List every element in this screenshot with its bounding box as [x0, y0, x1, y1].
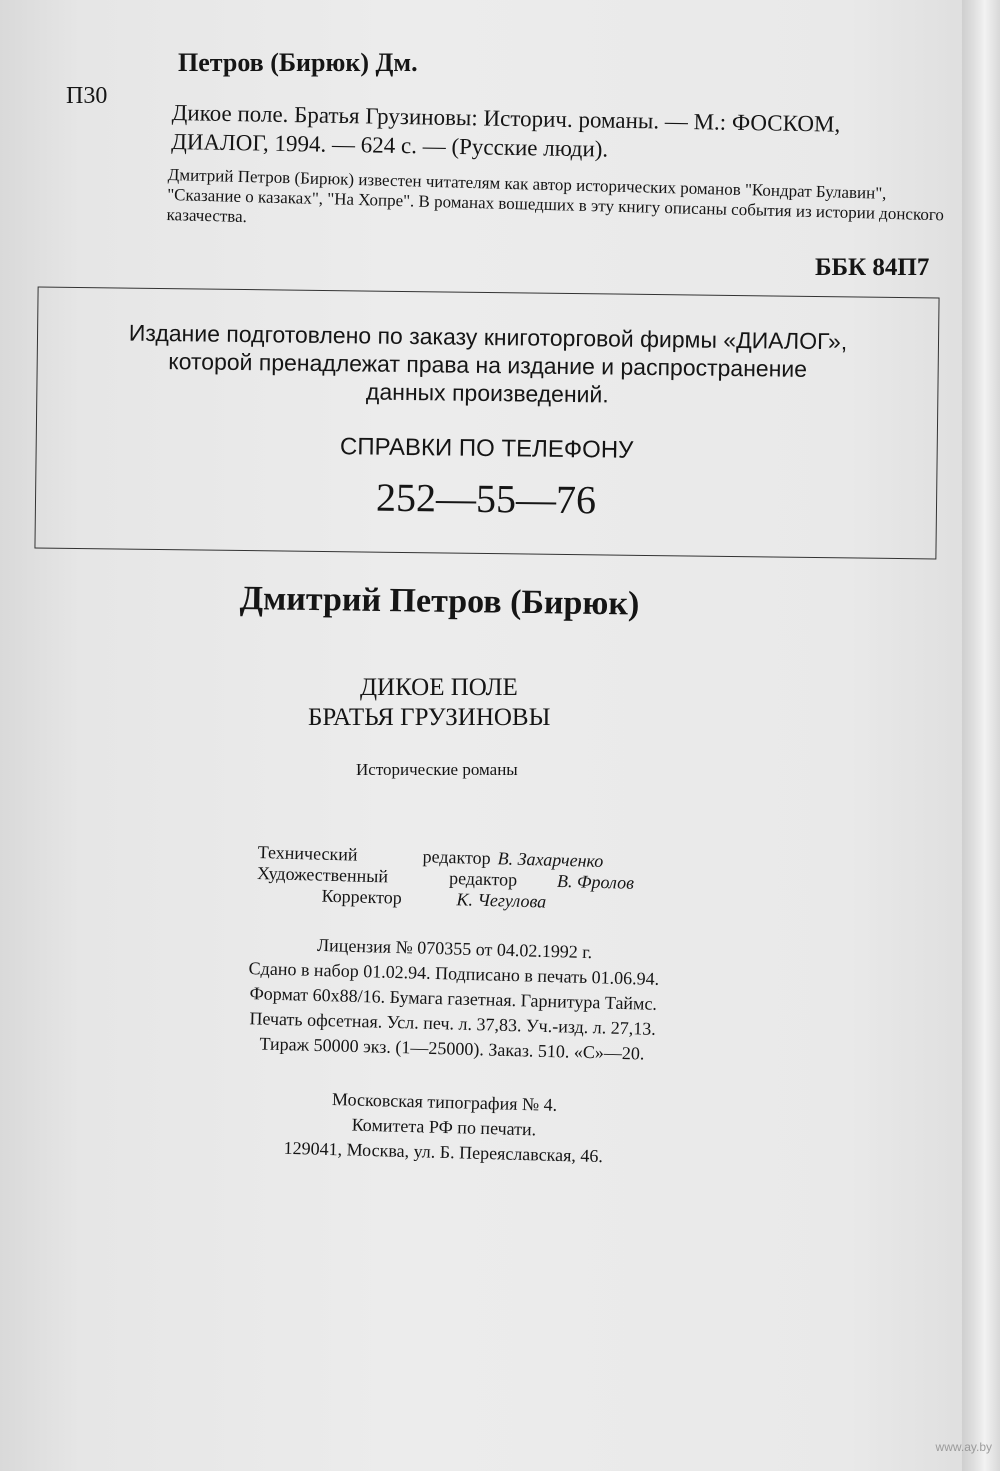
- notice-box: [34, 286, 939, 559]
- credit-name: В. Захарченко: [497, 848, 604, 872]
- printer-line: Московская типография № 4.: [331, 1089, 558, 1115]
- page-edge: [962, 0, 1000, 1471]
- book-title-1: ДИКОЕ ПОЛЕ: [360, 674, 518, 701]
- book-title-2: БРАТЬЯ ГРУЗИНОВЫ: [308, 704, 551, 731]
- credit-name: К. Чегулова: [456, 889, 547, 912]
- credit-role: Корректор: [321, 885, 403, 908]
- imprint: [202, 930, 705, 1068]
- phone-number: 252—55—76: [375, 474, 597, 523]
- bibliographic-record: [171, 98, 840, 168]
- imprint-line: Сдано в набор 01.02.94. Подписано в печать 01.06.94.: [248, 958, 660, 989]
- printer-info: [253, 1085, 635, 1170]
- author-name: Дмитрий Петров (Бирюк): [239, 580, 640, 623]
- notice-line: которой пренадлежат права на издание и распространение: [168, 348, 808, 382]
- bbk-code: ББК 84П7: [815, 254, 930, 281]
- genre: Исторические романы: [356, 760, 518, 779]
- imprint-line: Печать офсетная. Усл. печ. л. 37,83. Уч.-изд. л. 27,13.: [249, 1008, 657, 1039]
- imprint-line: Формат 60х88/16. Бумага газетная. Гарнитура Таймс.: [249, 983, 658, 1014]
- printer-line: 129041, Москва, ул. Б. Переяславская, 46.: [283, 1137, 604, 1167]
- credit-role: Художественный: [256, 862, 389, 887]
- credit-kind: редактор: [448, 868, 518, 890]
- credit-kind: редактор: [422, 846, 491, 869]
- imprint-line: Тираж 50000 экз. (1—25000). Заказ. 510. «С»—20.: [259, 1033, 645, 1064]
- credits: [256, 842, 678, 916]
- notice-line: Издание подготовлено по заказу книготорговой фирмы «ДИАЛОГ»,: [128, 319, 848, 355]
- credit-name: В. Фролов: [556, 870, 635, 893]
- class-code: П30: [66, 83, 108, 109]
- watermark: www.ay.by: [935, 1440, 992, 1454]
- author-heading: Петров (Бирюк) Дм.: [178, 48, 418, 77]
- notice-line: данных произведений.: [365, 378, 609, 408]
- credit-role: Технический: [257, 842, 358, 865]
- imprint-line: Лицензия № 070355 от 04.02.1992 г.: [316, 934, 593, 963]
- biblio-line: Дикое поле. Братья Грузиновы: Историч. романы. — М.: ФОСКОМ,: [171, 99, 841, 137]
- phone-label: СПРАВКИ ПО ТЕЛЕФОНУ: [339, 433, 634, 464]
- printer-line: Комитета РФ по печати.: [351, 1114, 537, 1140]
- biblio-line: ДИАЛОГ, 1994. — 624 с. — (Русские люди).: [171, 128, 609, 162]
- annotation: Дмитрий Петров (Бирюк) известен читателям как автор исторических романов "Кондрат Булавин", "Сказание о казаках", "На Хопре". В романах вошедших в эту книгу описаны события из истории донского казачества.: [166, 165, 945, 227]
- notice-text: [37, 318, 938, 413]
